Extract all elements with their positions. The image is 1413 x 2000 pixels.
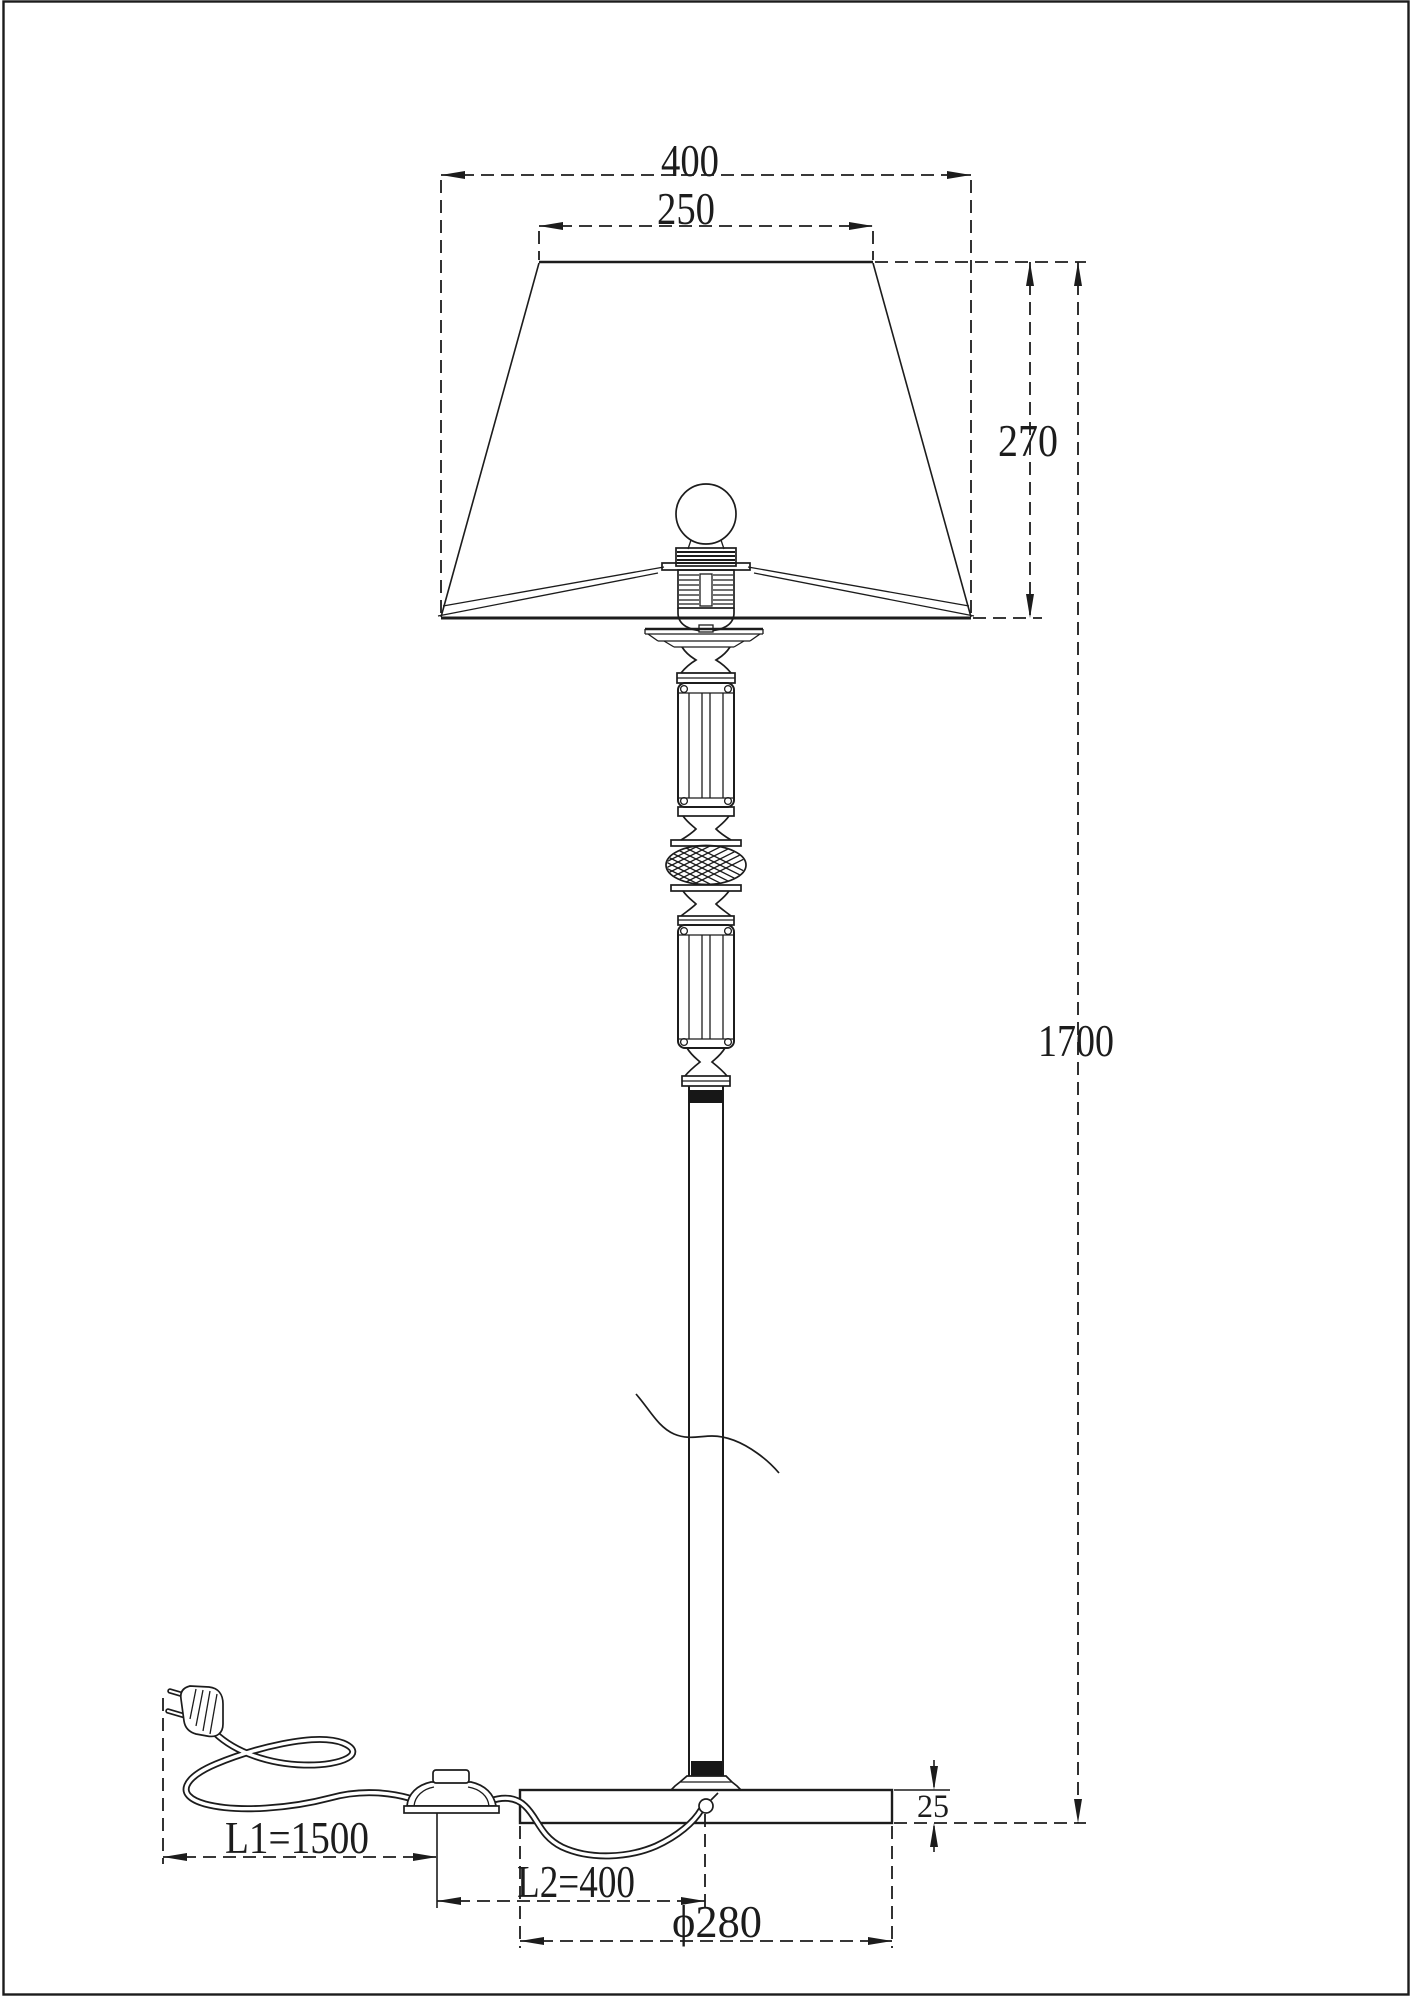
switch-button: [433, 1770, 469, 1783]
lamp-column: [606, 629, 774, 1790]
dimension-annotations: [163, 135, 1114, 1948]
cord-squiggle: [636, 1394, 779, 1473]
crystal-lattice: [606, 844, 774, 886]
dim-cord-plug-to-switch: [163, 1812, 437, 1863]
dim-base-thickness: [917, 1760, 949, 1852]
dim-shade-height: [998, 262, 1058, 618]
dim-label-270: 270: [998, 415, 1058, 466]
dim-label-400: 400: [661, 135, 719, 186]
lamp-shade: [438, 262, 974, 618]
fluted-section-lower: [678, 891, 734, 1086]
cord-grommet: [699, 1799, 713, 1813]
power-plug: [168, 1686, 223, 1736]
dim-shade-bottom-diameter: [441, 135, 971, 186]
foot-switch: [404, 1770, 499, 1813]
dim-total-height: [1038, 262, 1114, 1823]
extension-lines: [163, 180, 1086, 1948]
crystal-ball: [606, 844, 774, 891]
dim-label-l2: L2=400: [517, 1856, 635, 1907]
dim-shade-top-diameter: [539, 183, 873, 234]
dim-label-1700: 1700: [1038, 1015, 1114, 1066]
dim-label-d280: ϕ280: [672, 1896, 762, 1947]
dim-label-25: 25: [917, 1789, 949, 1825]
column-capital: [645, 629, 763, 683]
dim-label-l1: L1=1500: [225, 1812, 369, 1863]
dim-label-250: 250: [657, 183, 715, 234]
fluted-section-upper: [671, 683, 741, 846]
cord-plug-to-switch: [186, 1733, 409, 1809]
pole-foot: [671, 1776, 741, 1790]
dim-cord-switch-to-base: [437, 1856, 705, 1907]
light-bulb: [676, 484, 736, 549]
